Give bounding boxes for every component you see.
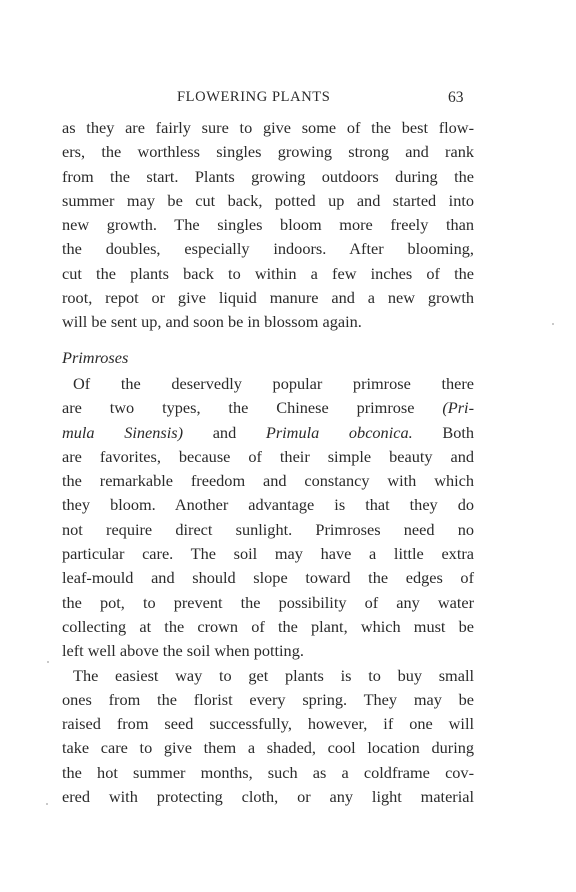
- text-line: are favorites, because of their simple beauty and: [62, 446, 474, 466]
- text-line: new growth. The singles bloom more freely than: [62, 215, 474, 235]
- text-fragment: are two types, the Chinese primrose: [62, 398, 443, 418]
- botanical-name-fragment: (Pri-: [442, 398, 474, 418]
- running-head: [0, 89, 576, 109]
- text-line: Of the deservedly popular primrose there: [73, 373, 474, 393]
- paper-speck: [46, 803, 48, 805]
- section-heading: Primroses: [62, 347, 129, 367]
- text-line: the hot summer months, such as a coldframe cov-: [62, 762, 474, 782]
- text-line: left well above the soil when potting.: [62, 641, 304, 661]
- text-line: root, repot or give liquid manure and a new growth: [62, 288, 474, 308]
- text-line: ered with protecting cloth, or any light material: [62, 787, 474, 807]
- paragraph-continued: [62, 116, 474, 335]
- text-line: ones from the florist every spring. They may be: [62, 689, 474, 709]
- botanical-name: Primula obconica.: [265, 422, 413, 442]
- text-line: not require direct sunlight. Primroses need no: [62, 519, 474, 539]
- paragraph-propagation: [62, 664, 474, 810]
- text-line: leaf-mould and should slope toward the edges of: [62, 568, 474, 588]
- paper-speck: [47, 661, 49, 663]
- text-line: [62, 396, 474, 420]
- text-line: particular care. The soil may have a little extra: [62, 544, 474, 564]
- botanical-name: mula Sinensis): [62, 422, 184, 442]
- text-fragment: Both: [412, 422, 475, 442]
- text-line: the remarkable freedom and constancy with which: [62, 471, 474, 491]
- text-fragment: and: [183, 422, 266, 442]
- running-title: FLOWERING PLANTS: [177, 89, 331, 105]
- text-line: ers, the worthless singles growing strong and rank: [62, 142, 474, 162]
- text-line: [62, 421, 474, 445]
- text-line: the doubles, especially indoors. After blooming,: [62, 239, 474, 259]
- text-line: The easiest way to get plants is to buy small: [73, 665, 474, 685]
- page-number: 63: [448, 89, 464, 106]
- text-line: the pot, to prevent the possibility of any water: [62, 592, 474, 612]
- body-text: [62, 116, 474, 809]
- paper-speck: [552, 323, 554, 325]
- text-line: take care to give them a shaded, cool location during: [62, 738, 474, 758]
- text-line: raised from seed successfully, however, if one will: [62, 714, 474, 734]
- paragraph-primroses: [62, 372, 474, 664]
- text-line: will be sent up, and soon be in blossom again.: [62, 312, 362, 332]
- text-line: as they are fairly sure to give some of the best flow-: [62, 118, 474, 137]
- text-line: cut the plants back to within a few inches of the: [62, 263, 474, 283]
- text-line: summer may be cut back, potted up and started into: [62, 190, 474, 210]
- text-line: collecting at the crown of the plant, which must be: [62, 616, 474, 636]
- text-line: they bloom. Another advantage is that they do: [62, 495, 474, 515]
- text-line: from the start. Plants growing outdoors during the: [62, 166, 474, 186]
